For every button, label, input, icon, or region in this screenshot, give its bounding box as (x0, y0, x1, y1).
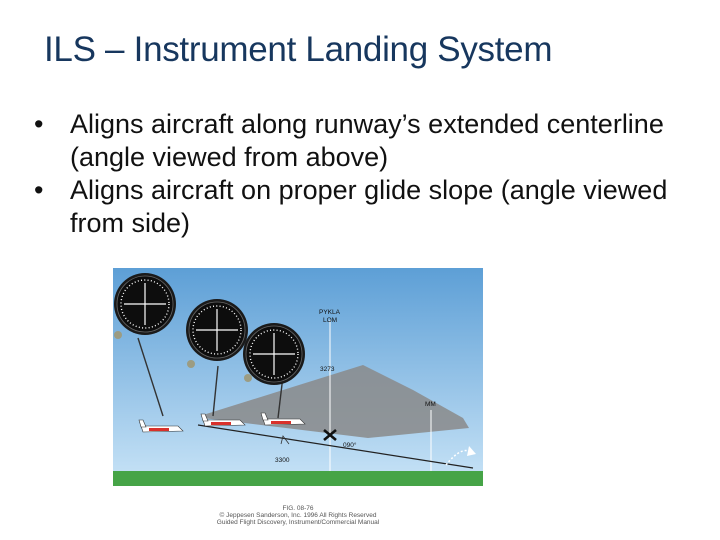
ils-illustration (113, 268, 483, 530)
bullet-marker: • (34, 109, 44, 139)
marker-type-label: LOM (323, 317, 338, 324)
bullet-text: Aligns aircraft along runway’s extended centerline (angle viewed from above) (70, 109, 664, 172)
bullet-item (34, 174, 694, 240)
outer-altitude-label: 3273 (320, 366, 335, 373)
bullet-text: Aligns aircraft on proper glide slope (angle viewed from side) (70, 175, 668, 238)
figure-number: FIG. 08-76 (282, 505, 314, 512)
bullet-list (34, 108, 694, 240)
middle-marker-label: MM (425, 401, 436, 408)
lower-altitude-label: 3300 (275, 457, 290, 464)
marker-name-label: PYKLA (319, 309, 340, 316)
ils-diagram (113, 268, 483, 488)
slide-title: ILS – Instrument Landing System (44, 30, 553, 69)
heading-label: 090° (343, 442, 357, 449)
figure-copyright: © Jeppesen Sanderson, Inc. 1996 All Rights Reserved (219, 512, 377, 519)
ground (113, 471, 483, 486)
figure-source: Guided Flight Discovery, Instrument/Commercial Manual (216, 519, 380, 526)
bullet-marker: • (34, 175, 44, 205)
bullet-item (34, 108, 694, 174)
